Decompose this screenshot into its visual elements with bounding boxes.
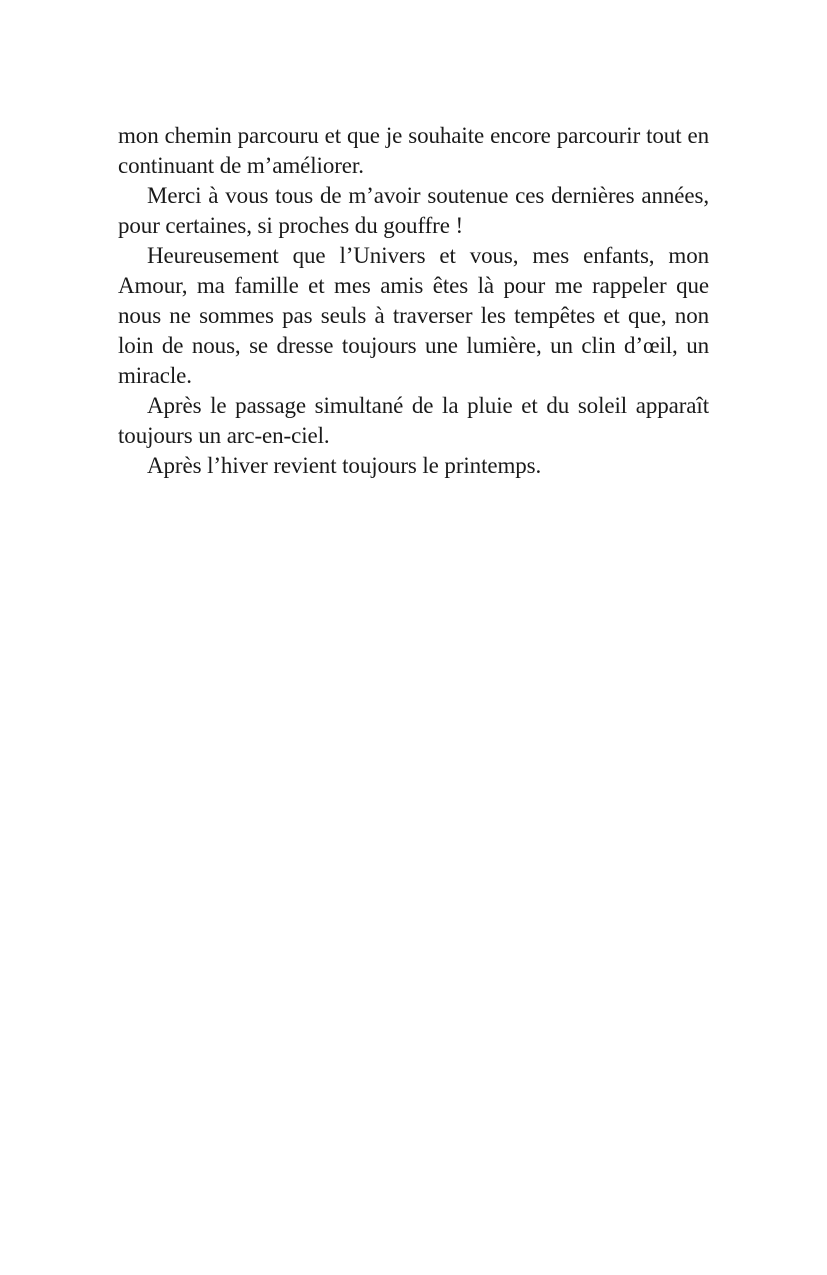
paragraph-continuation: mon chemin parcouru et que je souhaite encore parcourir tout en continuant de m’améliorer. [118, 123, 709, 178]
paragraph-universe: Heureusement que l’Univers et vous, mes enfants, mon Amour, ma famille et mes amis êtes là pour me rappeler que nous ne sommes pas seuls à traverser les tempêtes et que, non loin de nous, se dresse toujours une lumière, un clin d’œil, un miracle. [118, 243, 709, 388]
paragraph-thanks: Merci à vous tous de m’avoir soutenue ces dernières années, pour certaines, si proches du gouffre ! [118, 183, 709, 238]
paragraph-rainbow: Après le passage simultané de la pluie et du soleil apparaît toujours un arc-en-ciel. [118, 393, 709, 448]
paragraph-spring: Après l’hiver revient toujours le printemps. [147, 453, 542, 478]
body-text [118, 121, 709, 481]
